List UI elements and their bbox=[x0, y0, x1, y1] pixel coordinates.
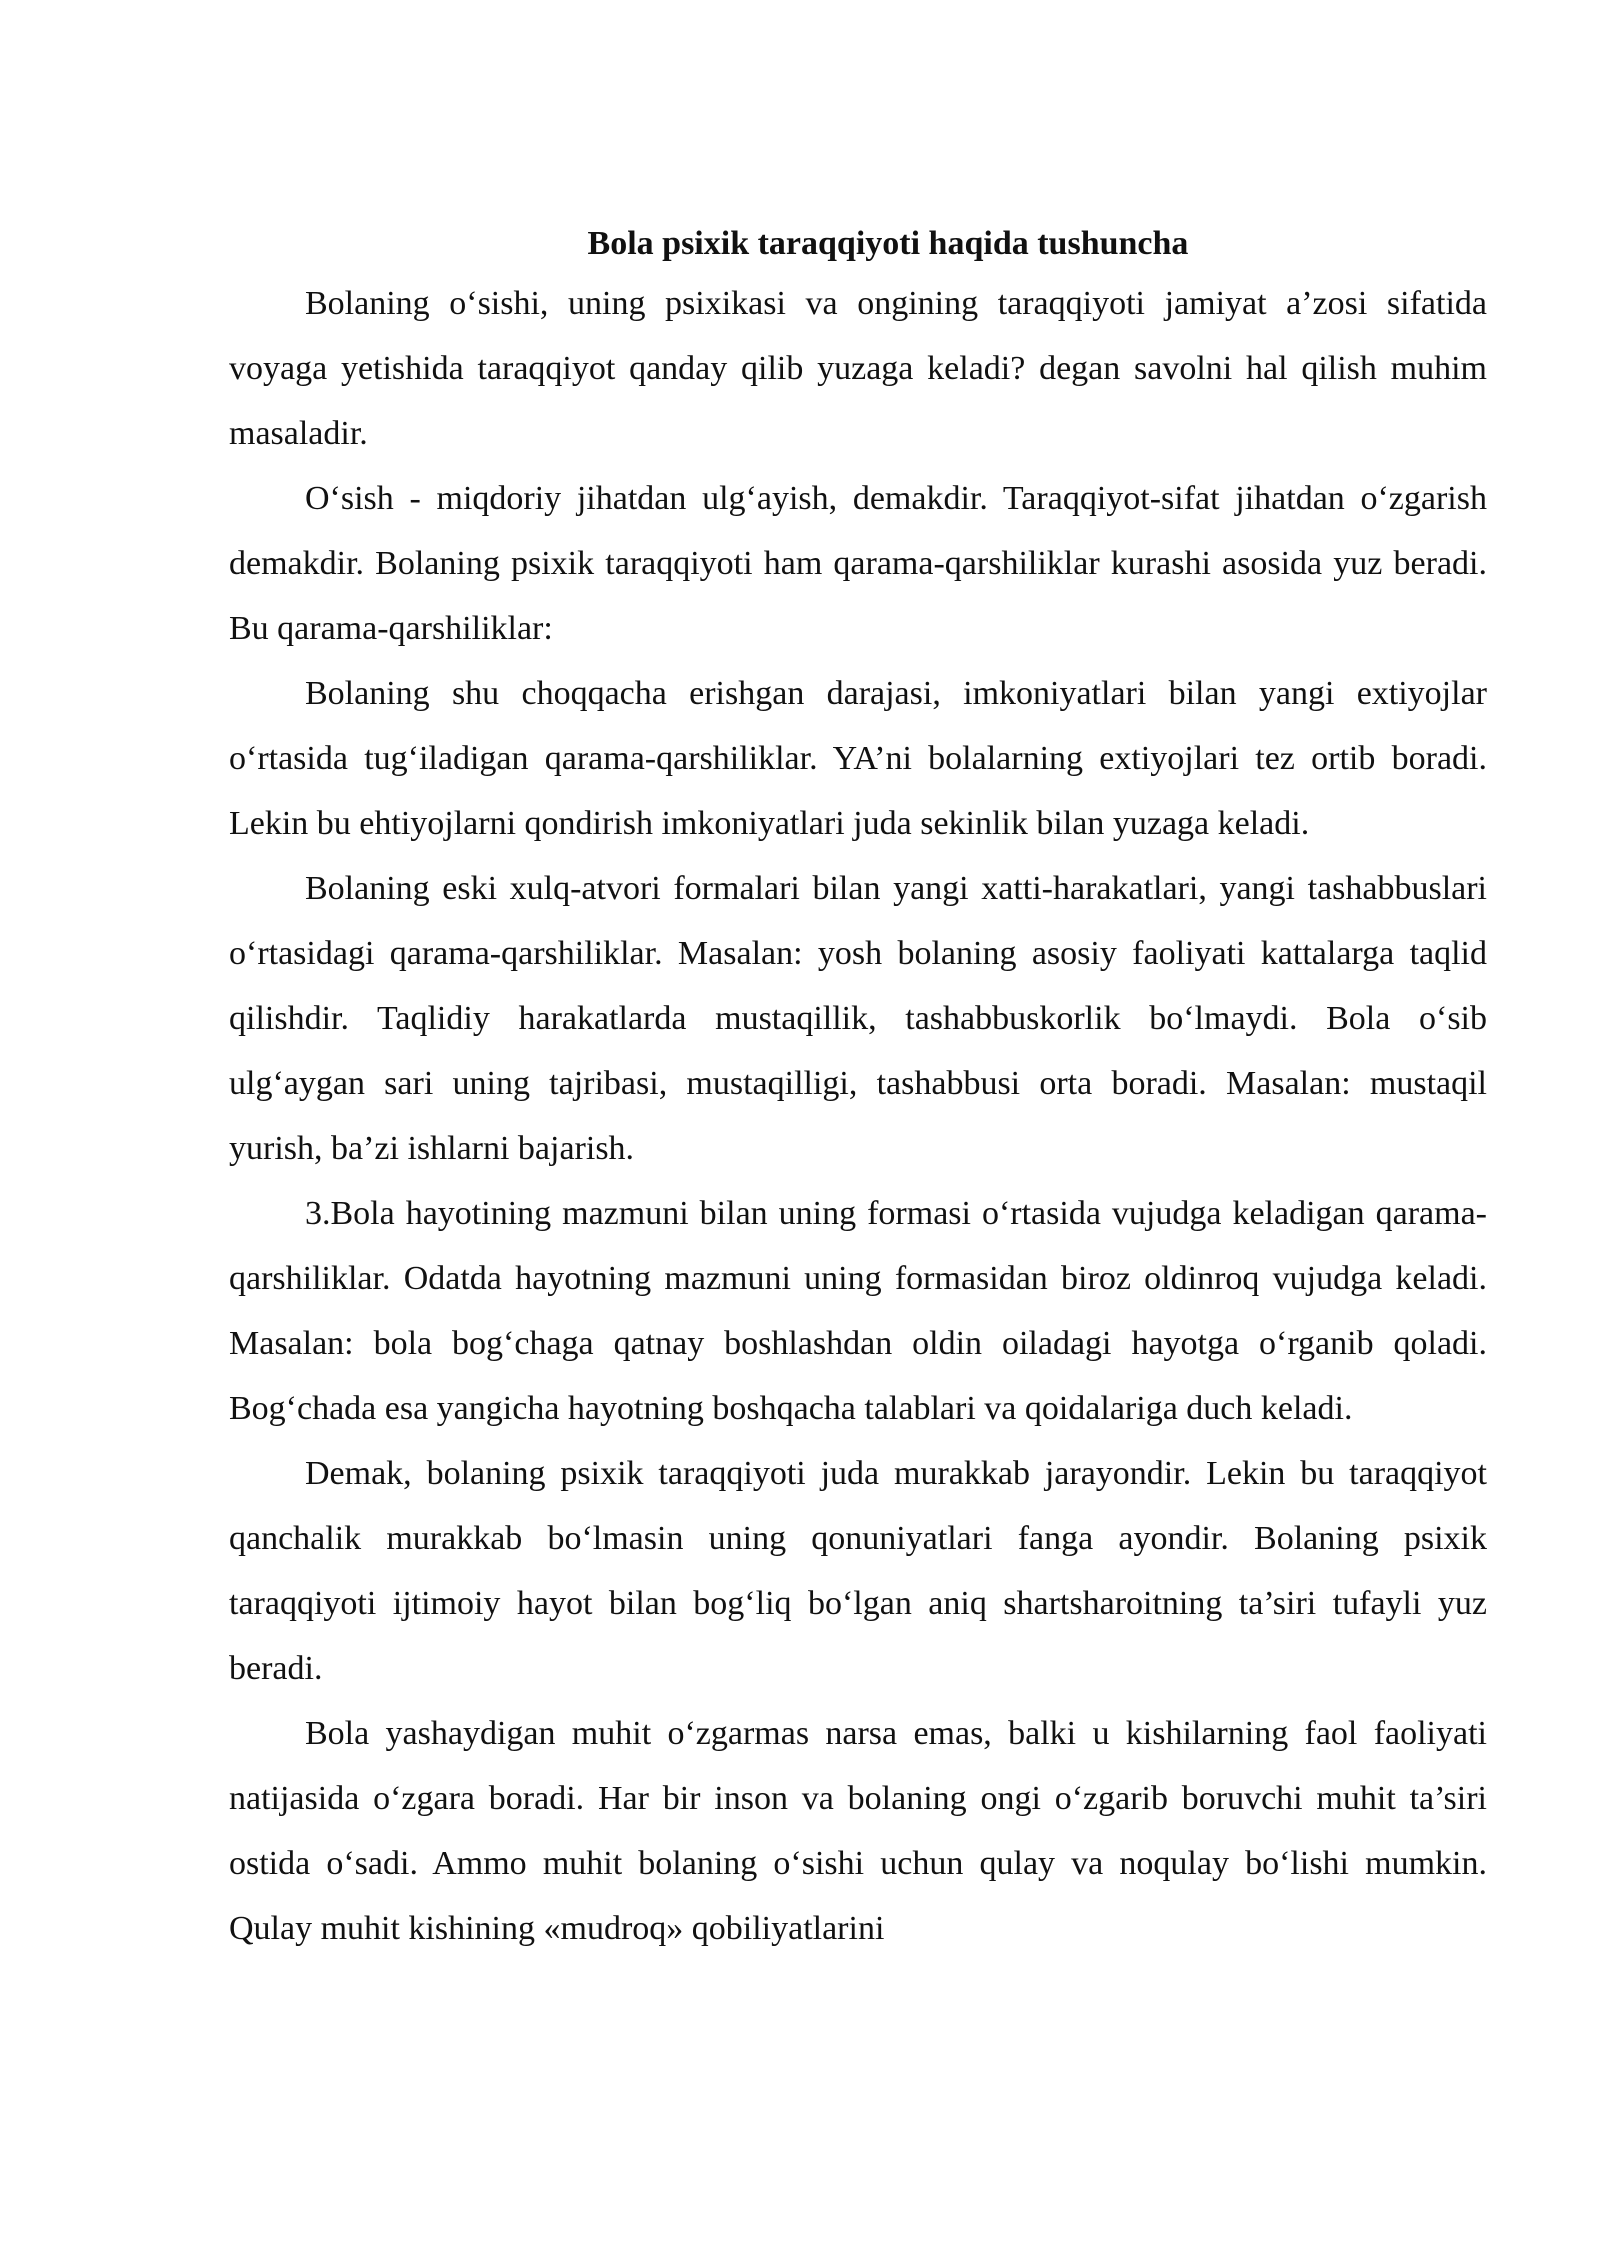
document-body bbox=[229, 216, 1487, 1961]
paragraph-6: Demak, bolaning psixik taraqqiyoti juda murakkab jarayondir. Lekin bu taraqqiyot qanchalik murakkab bo‘lmasin uning qonuniyatlari fanga ayondir. Bolaning psixik taraqqiyoti ijtimoiy hayot bilan bog‘liq bo‘lgan aniq shartsharoitning ta’siri tufayli yuz beradi. bbox=[229, 1455, 1487, 1687]
document-title: Bola psixik taraqqiyoti haqida tushuncha bbox=[587, 225, 1189, 262]
paragraph-2: O‘sish - miqdoriy jihatdan ulg‘ayish, demakdir. Taraqqiyot-sifat jihatdan o‘zgarish demakdir. Bolaning psixik taraqqiyoti ham qarama-qarshiliklar kurashi asosida yuz beradi. Bu qarama-qarshiliklar: bbox=[229, 480, 1487, 647]
paragraph-5: 3.Bola hayotining mazmuni bilan uning formasi o‘rtasida vujudga keladigan qarama-qarshiliklar. Odatda hayotning mazmuni uning formasidan biroz oldinroq vujudga keladi. Masalan: bola bog‘chaga qatnay boshlashdan oldin oiladagi hayotga o‘rganib qoladi. Bog‘chada esa yangicha hayotning boshqacha talablari va qoidalariga duch keladi. bbox=[229, 1195, 1487, 1427]
paragraph-4: Bolaning eski xulq-atvori formalari bilan yangi xatti-harakatlari, yangi tashabbuslari o‘rtasidagi qarama-qarshiliklar. Masalan: yosh bolaning asosiy faoliyati kattalarga taqlid qilishdir. Taqlidiy harakatlarda mustaqillik, tashabbuskorlik bo‘lmaydi. Bola o‘sib ulg‘aygan sari uning tajribasi, mustaqilligi, tashabbusi orta boradi. Masalan: mustaqil yurish, ba’zi ishlarni bajarish. bbox=[229, 870, 1487, 1167]
paragraph-3: Bolaning shu choqqacha erishgan darajasi, imkoniyatlari bilan yangi extiyojlar o‘rtasida tug‘iladigan qarama-qarshiliklar. YA’ni bolalarning extiyojlari tez ortib boradi. Lekin bu ehtiyojlarni qondirish imkoniyatlari juda sekinlik bilan yuzaga keladi. bbox=[229, 675, 1487, 842]
paragraph-1: Bolaning o‘sishi, uning psixikasi va ongining taraqqiyoti jamiyat a’zosi sifatida voyaga yetishida taraqqiyot qanday qilib yuzaga keladi? degan savolni hal qilish muhim masaladir. bbox=[229, 285, 1487, 452]
paragraph-7: Bola yashaydigan muhit o‘zgarmas narsa emas, balki u kishilarning faol faoliyati natijasida o‘zgara boradi. Har bir inson va bolaning ongi o‘zgarib boruvchi muhit ta’siri ostida o‘sadi. Ammo muhit bolaning o‘sishi uchun qulay va noqulay bo‘lishi mumkin. Qulay muhit kishining «mudroq» qobiliyatlarini bbox=[229, 1715, 1487, 1947]
